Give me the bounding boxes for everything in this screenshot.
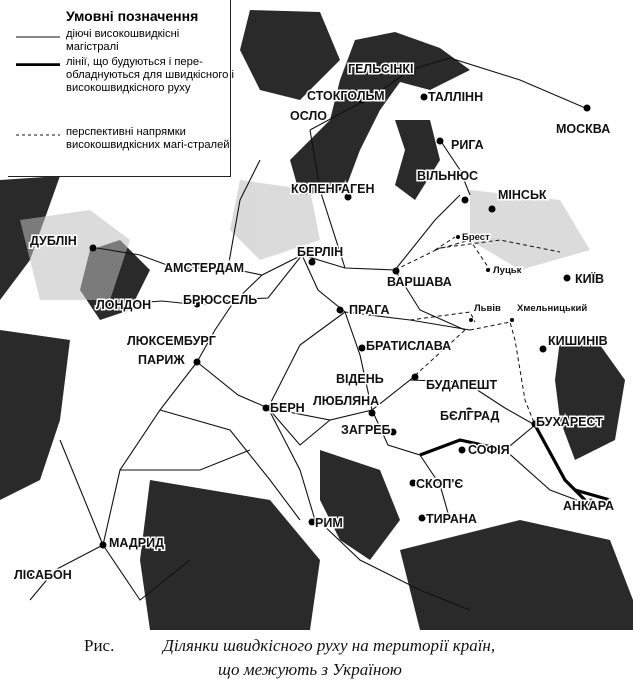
label-lviv: Львів (474, 303, 501, 314)
legend-item-prospective (14, 126, 228, 172)
label-stockholm: СТОКГОЛЬМ (307, 89, 385, 103)
label-rome: РИМ (315, 516, 343, 530)
label-budapest: БУДАПЕШТ (426, 378, 498, 392)
caption-line-2: що межують з Україною (218, 660, 402, 679)
label-vienna: ВІДЕНЬ (336, 372, 384, 386)
dashed-line-symbol (16, 132, 60, 136)
label-bucharest: БУХАРЕСТ (536, 415, 603, 429)
label-prague: ПРАГА (349, 303, 390, 317)
caption-label: Рис. (84, 636, 115, 655)
label-minsk: МІНСЬК (498, 188, 547, 202)
map-legend (8, 0, 234, 177)
legend-title: Умовні позначення (66, 8, 199, 24)
label-oslo: ОСЛО (290, 109, 327, 123)
label-helsinki: ГЕЛЬСІНКІ (348, 62, 414, 76)
label-tallinn: ТАЛЛІНН (428, 90, 484, 104)
label-ljubljana: ЛЮБЛЯНА (313, 394, 380, 408)
legend-item-construction (14, 56, 234, 120)
label-brussels: БРЮССЕЛЬ (183, 293, 258, 307)
label-luxembourg: ЛЮКСЕМБУРГ (127, 334, 216, 348)
legend-item-label: лінії, що будуються і пере-обладнуються для швидкісного і високошвидкісного руху (66, 56, 234, 94)
label-sofia: СОФІЯ (468, 443, 510, 457)
label-bern: БЕРН (270, 401, 305, 415)
label-amsterdam: АМСТЕРДАМ (164, 261, 245, 275)
label-dublin: ДУБЛІН (30, 234, 77, 248)
label-moscow: МОСКВА (556, 122, 611, 136)
label-bratislava: БРАТИСЛАВА (366, 339, 452, 353)
legend-item-label: діючі високошвидкісні магістралі (66, 28, 180, 53)
label-warsaw: ВАРШАВА (387, 275, 452, 289)
label-ankara: АНКАРА (563, 499, 614, 513)
label-lutsk: Луцьк (493, 265, 522, 276)
label-lisbon: ЛІСАБОН (14, 568, 72, 582)
thick-line-symbol (16, 62, 60, 66)
legend-item-label: перспективні напрямки високошвидкісних магі-стралей (66, 126, 230, 151)
thin-line-symbol (16, 34, 60, 38)
label-zagreb: ЗАГРЕБ (341, 423, 391, 437)
label-madrid: МАДРИД (109, 536, 165, 550)
label-kyiv: КИЇВ (575, 272, 605, 286)
label-khmelnytskyi: Хмельницький (517, 303, 588, 314)
label-chisinau: КИШИНІВ (548, 334, 608, 348)
label-copenhagen: КОПЕНГАГЕН (291, 182, 375, 196)
label-tirana: ТИРАНА (426, 512, 477, 526)
caption-line-1: Ділянки швидкісного руху на території країн, (163, 636, 496, 655)
label-berlin: БЕРЛІН (297, 245, 344, 259)
label-paris: ПАРИЖ (138, 353, 185, 367)
label-brest: Брест (462, 232, 490, 243)
label-belgrade: БЄЛГРАД (440, 409, 500, 423)
label-riga: РИГА (451, 138, 484, 152)
label-skopje: СКОП'Є (416, 477, 464, 491)
legend-item-existing (14, 28, 228, 54)
label-london: ЛОНДОН (96, 298, 152, 312)
label-vilnius: ВІЛЬНЮС (417, 169, 479, 183)
